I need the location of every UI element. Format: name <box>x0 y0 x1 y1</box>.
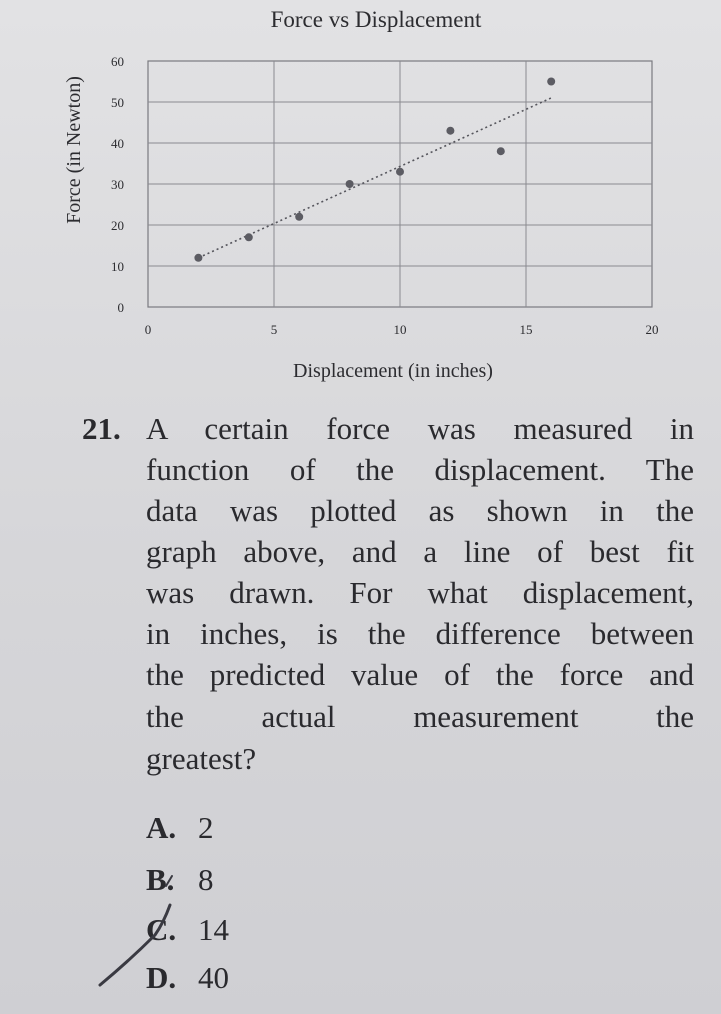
x-tick-label-20: 20 <box>645 322 659 337</box>
y-axis-label: Force (in Newton) <box>63 76 85 224</box>
chart-title: Force vs Displacement <box>270 7 482 32</box>
question-line-8: the actual measurement the <box>146 699 694 734</box>
y-tick-label-30: 30 <box>111 177 124 192</box>
choice-b-value: 8 <box>198 862 214 897</box>
question-line-4: graph above, and a line of best fit <box>146 534 694 569</box>
y-tick-label-50: 50 <box>111 95 124 110</box>
question-line-9: greatest? <box>146 741 257 776</box>
check-tick <box>166 876 172 886</box>
choice-c-value: 14 <box>198 912 229 947</box>
x-tick-label-15: 15 <box>519 322 533 337</box>
question-line-6: in inches, is the difference between <box>146 616 694 651</box>
y-tick-label-20: 20 <box>111 218 124 233</box>
question-number: 21. <box>82 411 121 446</box>
choice-a-letter: A. <box>146 810 177 845</box>
y-tick-label-40: 40 <box>111 136 124 151</box>
choice-c-letter: C. <box>146 912 177 947</box>
x-tick-label-5: 5 <box>270 322 278 337</box>
choice-a-value: 2 <box>198 810 214 845</box>
question-line-2: function of the displacement. The <box>146 452 694 487</box>
y-tick-label-60: 60 <box>111 54 124 69</box>
y-tick-label-10: 10 <box>111 259 124 274</box>
question-line-7: the predicted value of the force and <box>146 657 694 692</box>
question-line-1: A certain force was measured in <box>146 411 694 446</box>
y-tick-label-0: 0 <box>117 300 124 315</box>
question-line-5: was drawn. For what displacement, <box>146 575 694 610</box>
choice-d-letter: D. <box>146 960 177 995</box>
check-stroke <box>100 905 170 985</box>
x-axis-label: Displacement (in inches) <box>293 360 493 382</box>
choice-d-value: 40 <box>198 960 229 995</box>
x-tick-label-10: 10 <box>393 322 407 337</box>
x-tick-label-0: 0 <box>144 322 152 337</box>
choice-b-letter: B. <box>146 862 175 897</box>
question-line-3: data was plotted as shown in the <box>146 493 694 528</box>
